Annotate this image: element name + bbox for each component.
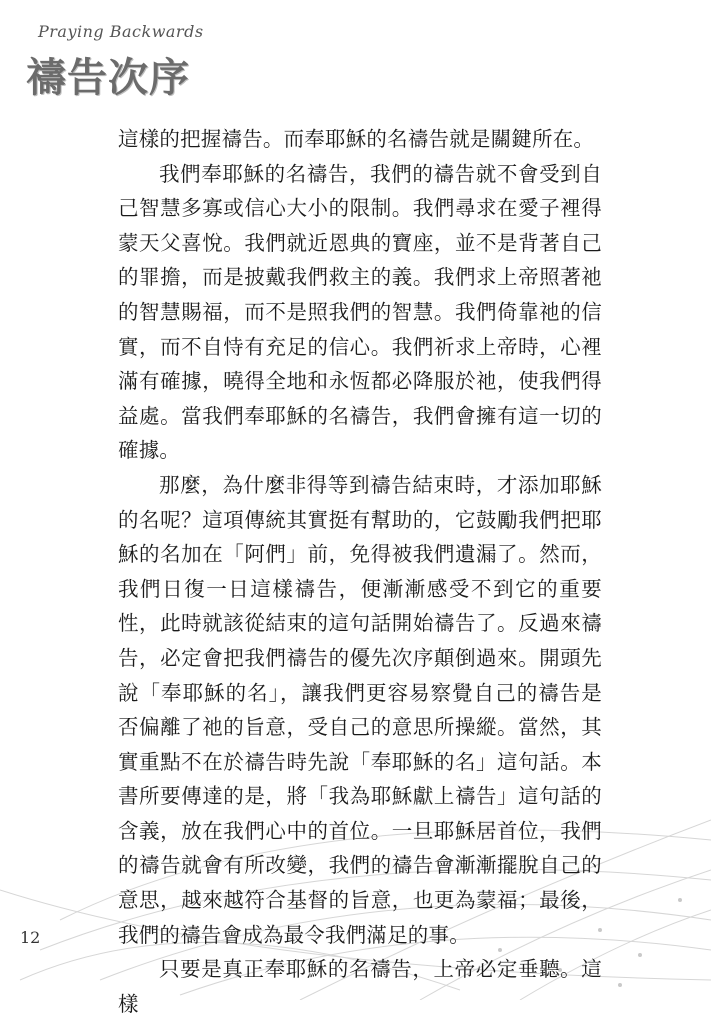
paragraph-3: 那麼，為什麼非得等到禱告結束時，才添加耶穌的名呢？這項傳統其實挺有幫助的，它鼓勵我們把耶穌的名加在「阿們」前，免得被我們遺漏了。然而，我們日復一日這樣禱告，便漸漸感受不到它的重要性，此時就該從結束的這句話開始禱告了。反過來禱告，必定會把我們禱告的優先次序顛倒過來。開頭先說「奉耶穌的名」，讓我們更容易察覺自己的禱告是否偏離了祂的旨意，受自己的意思所操縱。當然，其實重點不在於禱告時先說「奉耶穌的名」這句話。本書所要傳達的是，將「我為耶穌獻上禱告」這句話的含義，放在我們心中的首位。一旦耶穌居首位，我們的禱告就會有所改變，我們的禱告會漸漸擺脫自己的意思，越來越符合基督的旨意，也更為蒙福；最後，我們的禱告會成為最令我們滿足的事。	[118, 472, 602, 947]
header-title-chinese: 禱告次序	[26, 55, 190, 101]
paragraph-2: 我們奉耶穌的名禱告，我們的禱告就不會受到自己智慧多寡或信心大小的限制。我們尋求在愛子裡得蒙天父喜悅。我們就近恩典的寶座，並不是背著自己的罪擔，而是披戴我們救主的義。我們求上帝照著祂的智慧賜福，而不是照我們的智慧。我們倚靠祂的信實，而不自恃有充足的信心。我們祈求上帝時，心裡滿有確據，曉得全地和永恆都必降服於祂，使我們得益處。當我們奉耶穌的名禱告，我們會擁有這一切的確據。	[118, 161, 602, 463]
body-text	[118, 122, 602, 1021]
page-number: 12	[20, 928, 41, 947]
paragraph-4: 只要是真正奉耶穌的名禱告，上帝必定垂聽。這樣	[118, 957, 602, 1016]
header-title-english: Praying Backwards	[38, 22, 204, 41]
running-header	[14, 16, 204, 111]
paragraph-1: 這樣的把握禱告。而奉耶穌的名禱告就是關鍵所在。	[118, 127, 595, 151]
